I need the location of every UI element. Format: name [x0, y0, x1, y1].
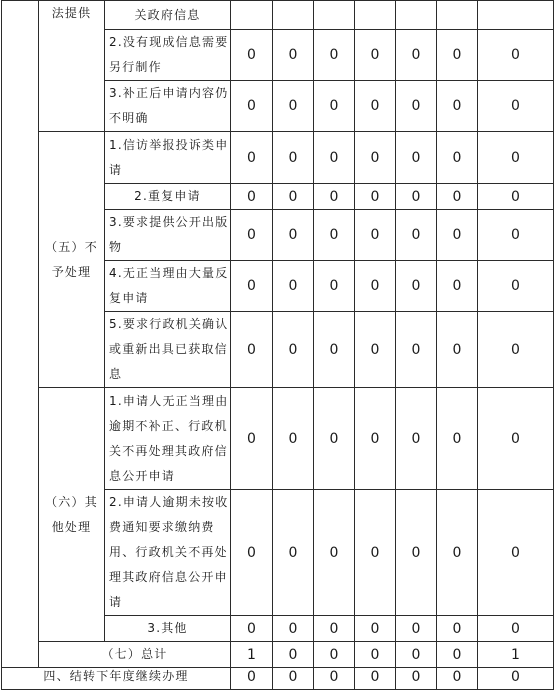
table-row: [2, 132, 554, 184]
cell-value: 0: [437, 30, 478, 81]
cell-value: 0: [314, 616, 355, 642]
cell-value: 0: [396, 490, 437, 616]
cell-value: 0: [273, 30, 314, 81]
cell-value: 0: [273, 132, 314, 184]
cell-value: 0: [478, 184, 554, 210]
cell-value: 0: [355, 616, 396, 642]
table-row-carry: [2, 664, 554, 690]
cell-value: 0: [273, 261, 314, 312]
cell-value: 0: [478, 388, 554, 490]
cell-value: 0: [437, 184, 478, 210]
cell-value: 0: [231, 490, 273, 616]
row-label: 关政府信息: [105, 1, 231, 30]
carry-label: 四、结转下年度继续办理: [2, 664, 231, 690]
cell-value: 0: [396, 30, 437, 81]
cell-value: 0: [355, 184, 396, 210]
statistics-table: [1, 0, 554, 668]
cell-value: 0: [231, 664, 273, 690]
cell-value: 0: [478, 490, 554, 616]
cell-value: 0: [314, 184, 355, 210]
row-label: 3.要求提供公开出版物: [105, 210, 231, 261]
cell-value: 0: [273, 388, 314, 490]
cell-value: 0: [273, 81, 314, 132]
cell-value: 0: [478, 30, 554, 81]
cell-value: 0: [231, 132, 273, 184]
cell-value: 0: [437, 312, 478, 388]
cell-value: 0: [437, 261, 478, 312]
cell-value: 0: [396, 388, 437, 490]
left-margin-cell: [2, 1, 39, 668]
cell-value: 0: [355, 30, 396, 81]
cell-value: 0: [396, 642, 437, 668]
cell-value: 0: [314, 210, 355, 261]
row-label: 5.要求行政机关确认或重新出具已获取信息: [105, 312, 231, 388]
cell-value: 0: [314, 642, 355, 668]
carry-over-table: [1, 664, 554, 690]
cell-value: 0: [478, 664, 554, 690]
cell-value: 0: [478, 81, 554, 132]
cell-value: 0: [314, 490, 355, 616]
cell-value: 0: [355, 261, 396, 312]
cell-value: 0: [273, 616, 314, 642]
cell-value: 0: [231, 616, 273, 642]
row-label: 1.申请人无正当理由逾期不补正、行政机关不再处理其政府信息公开申请: [105, 388, 231, 490]
cell-value: 0: [355, 490, 396, 616]
cell-value: 0: [478, 132, 554, 184]
cell-value: 0: [231, 30, 273, 81]
cell-value: 0: [355, 81, 396, 132]
group-label-top: 法提供: [39, 1, 105, 132]
row-label: 4.无正当理由大量反复申请: [105, 261, 231, 312]
cell-value: 0: [396, 81, 437, 132]
group-label-6: （六）其他处理: [39, 388, 105, 642]
cell-value: 0: [437, 490, 478, 616]
cell-value: 0: [273, 664, 314, 690]
cell-value: 0: [355, 132, 396, 184]
cell-value: 0: [478, 312, 554, 388]
cell-value: 0: [437, 81, 478, 132]
cell-value: 0: [273, 642, 314, 668]
cell-value: 0: [437, 210, 478, 261]
cell-value: 0: [478, 261, 554, 312]
cell-value: 0: [396, 664, 437, 690]
cell-value: 0: [437, 388, 478, 490]
cell-value: 0: [355, 642, 396, 668]
cell-value: 0: [437, 642, 478, 668]
cell-value: 0: [314, 81, 355, 132]
cell-value: 0: [231, 312, 273, 388]
cell-value: 0: [231, 388, 273, 490]
cell-value: 0: [314, 664, 355, 690]
cell-value: 0: [437, 616, 478, 642]
table-row: [2, 1, 554, 30]
cell-value: 0: [437, 664, 478, 690]
cell-value: 0: [273, 210, 314, 261]
cell-value: 0: [396, 261, 437, 312]
cell-value: 0: [478, 210, 554, 261]
cell-value: 0: [314, 132, 355, 184]
cell-value: 0: [437, 132, 478, 184]
cell-value: 0: [314, 30, 355, 81]
cell-value: 0: [231, 81, 273, 132]
cell-value: 0: [273, 312, 314, 388]
row-label: 1.信访举报投诉类申请: [105, 132, 231, 184]
table-row: [2, 388, 554, 490]
cell-value: 0: [396, 210, 437, 261]
cell-value: 0: [314, 388, 355, 490]
total-label: （七）总计: [39, 642, 231, 668]
cell-value: 1: [478, 642, 554, 668]
cell-value: 0: [396, 132, 437, 184]
row-label: 2.申请人逾期未按收费通知要求缴纳费用、行政机关不再处理其政府信息公开申请: [105, 490, 231, 616]
cell-value: 0: [396, 312, 437, 388]
row-label: 2.重复申请: [105, 184, 231, 210]
cell-value: 0: [355, 312, 396, 388]
row-label: 3.其他: [105, 616, 231, 642]
cell-value: 0: [396, 616, 437, 642]
cell-value: 0: [355, 388, 396, 490]
cell-value: 0: [355, 210, 396, 261]
cell-value: 1: [231, 642, 273, 668]
cell-value: 0: [314, 312, 355, 388]
cell-value: 0: [273, 184, 314, 210]
cell-value: 0: [231, 210, 273, 261]
row-label: 3.补正后申请内容仍不明确: [105, 81, 231, 132]
cell-value: 0: [355, 664, 396, 690]
cell-value: 0: [231, 261, 273, 312]
group-label-5: （五）不予处理: [39, 132, 105, 388]
row-label: 2.没有现成信息需要另行制作: [105, 30, 231, 81]
cell-value: 0: [396, 184, 437, 210]
cell-value: 0: [478, 616, 554, 642]
cell-value: 0: [273, 490, 314, 616]
cell-value: 0: [314, 261, 355, 312]
cell-value: 0: [231, 184, 273, 210]
